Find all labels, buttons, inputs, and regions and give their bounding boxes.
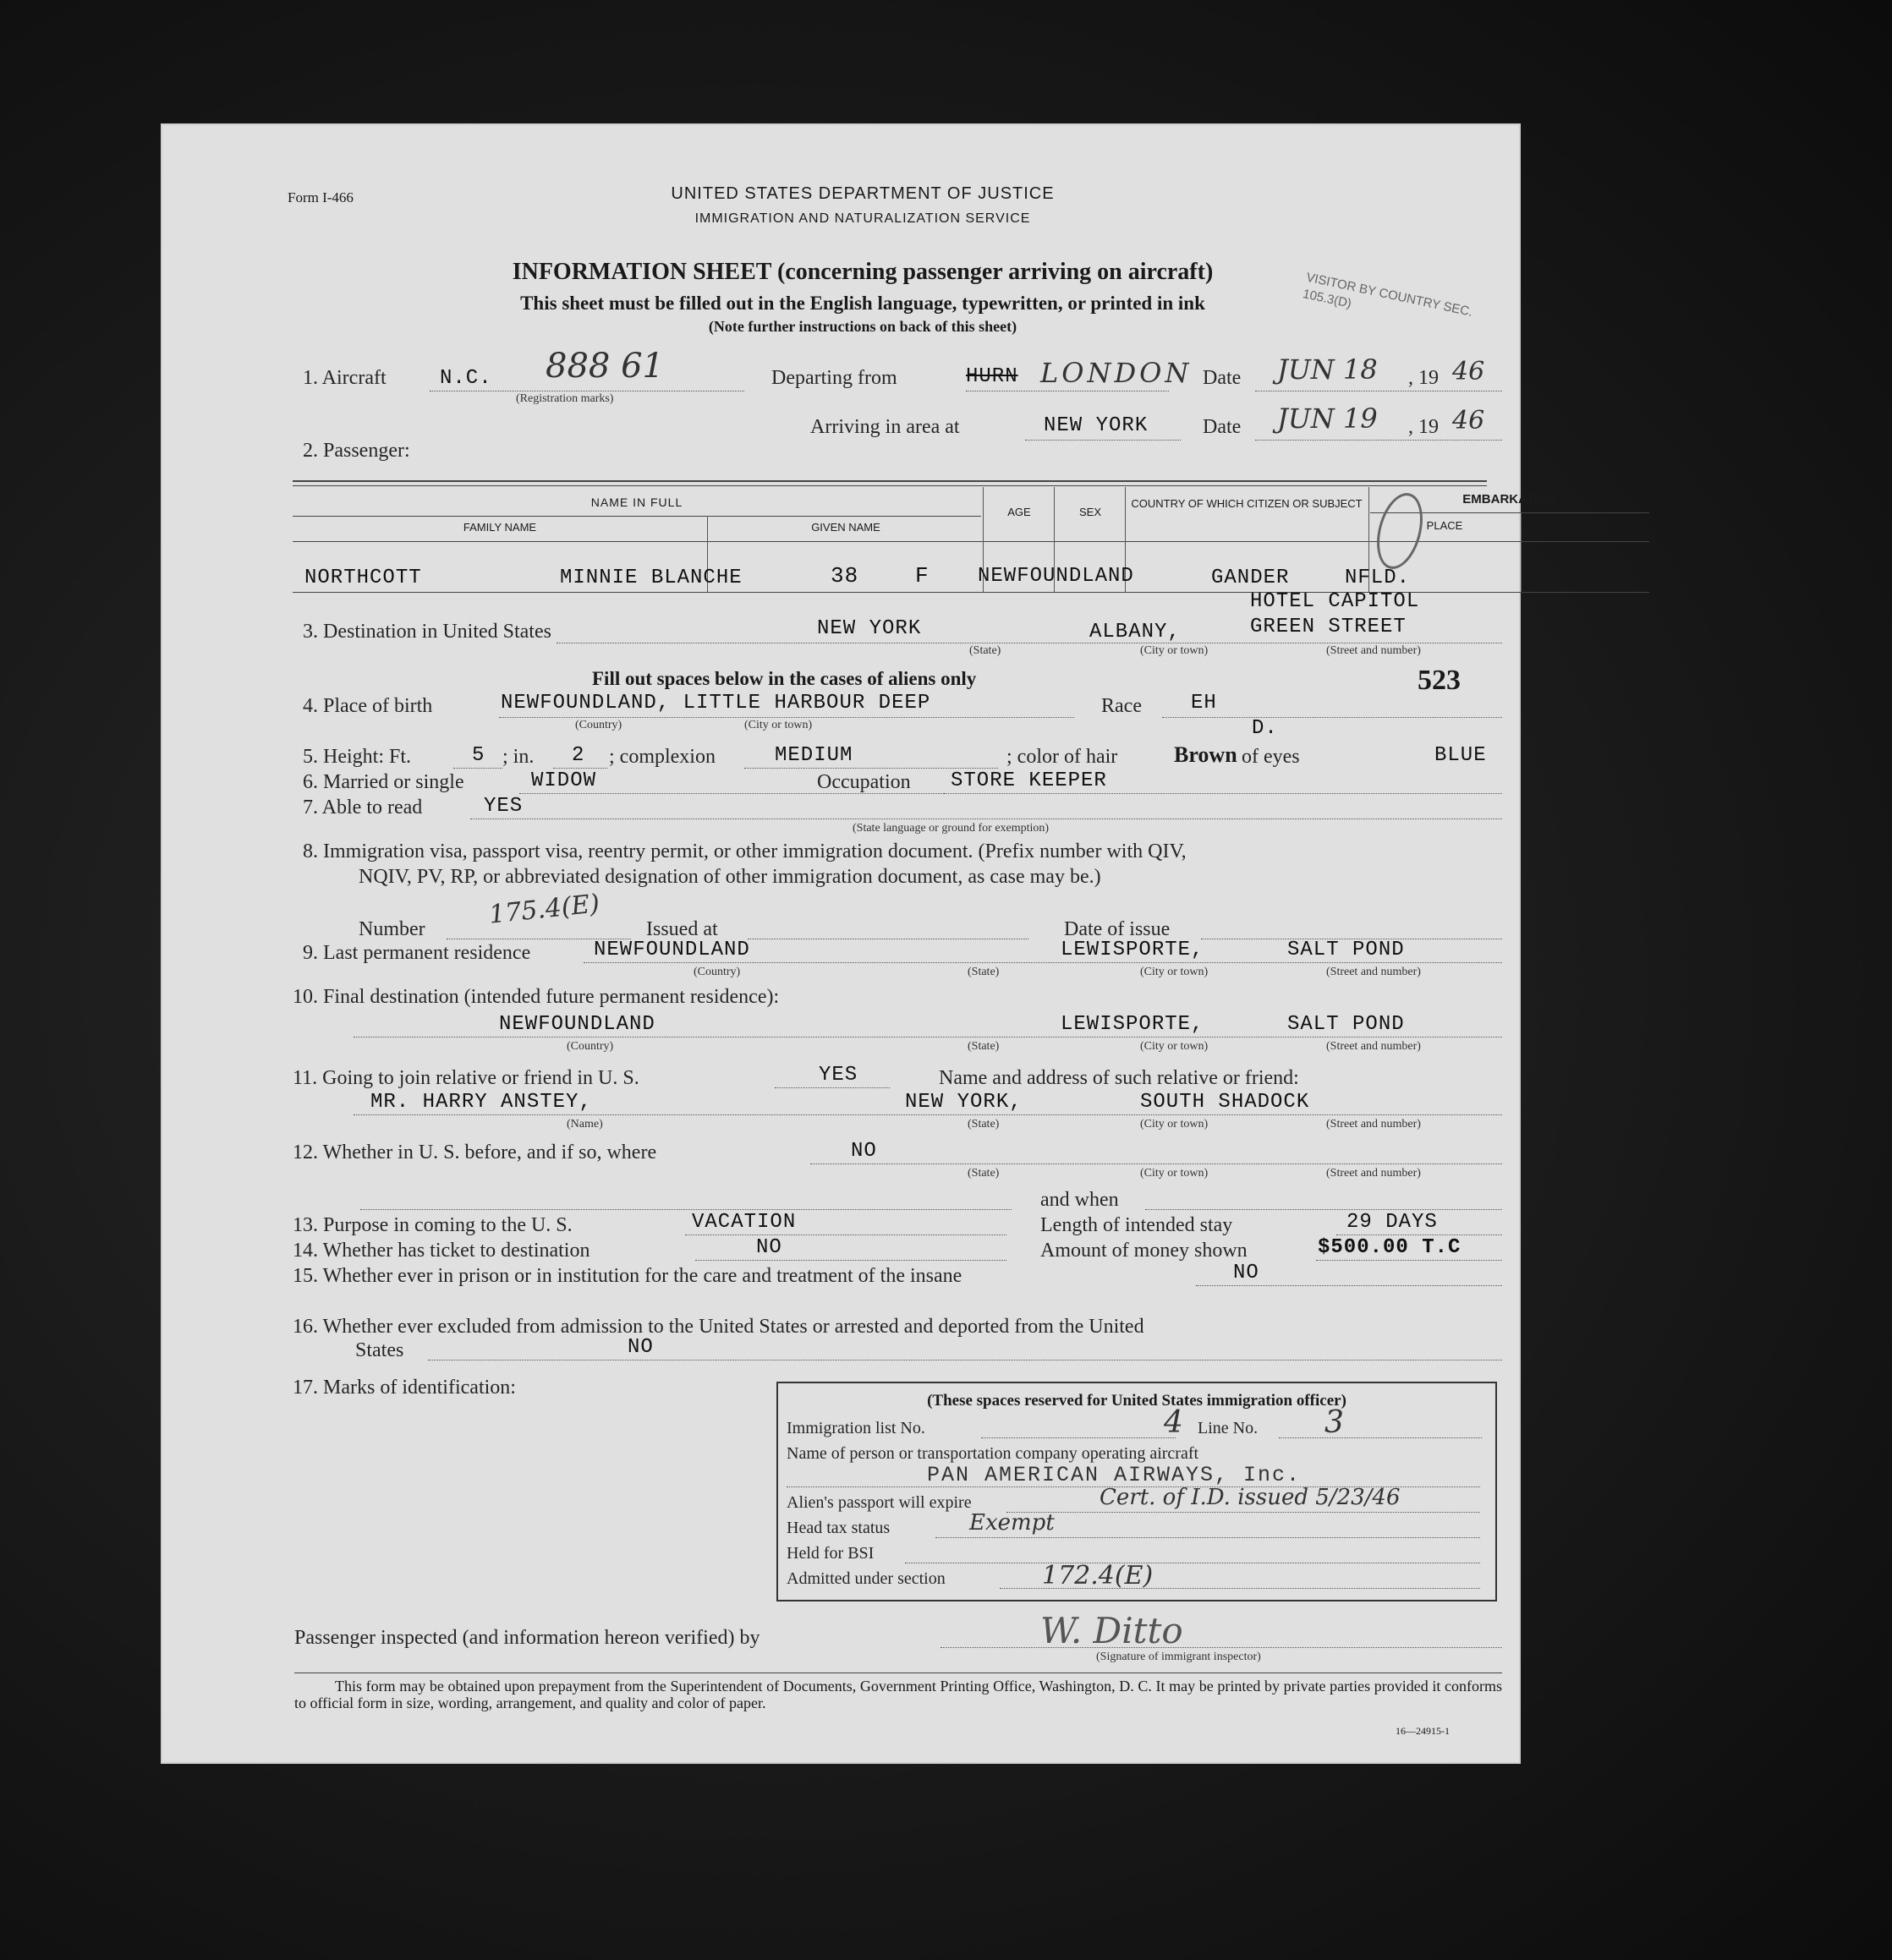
inspector-signature: W. Ditto [1040, 1610, 1183, 1651]
residence-street-caption: (Street and number) [1326, 966, 1421, 978]
departing-label: Departing from [771, 367, 897, 389]
citizen-of: NEWFOUNDLAND [978, 565, 1134, 588]
complexion-line [744, 768, 998, 769]
visa-number-label: Number [359, 918, 425, 940]
complexion-label: ; complexion [609, 746, 716, 768]
residence-street: SALT POND [1287, 939, 1405, 961]
residence-line [584, 962, 1502, 963]
birth-line [499, 717, 1074, 718]
arriving-year-prefix: , 19 [1408, 416, 1439, 438]
passenger-label: 2. Passenger: [303, 440, 410, 462]
arriving-city: NEW YORK [1044, 414, 1149, 437]
birth-place: NEWFOUNDLAND, LITTLE HARBOUR DEEP [501, 692, 931, 714]
issued-at-label: Issued at [646, 918, 718, 940]
relative-city-caption: (City or town) [1140, 1118, 1209, 1131]
form-number: Form I-466 [288, 189, 354, 205]
sex: F [915, 563, 930, 589]
passport-expire-line [1006, 1512, 1480, 1513]
embarkation-country: NFLD. [1345, 567, 1411, 589]
ticket-line [695, 1260, 1006, 1261]
header-place: PLACE [1426, 519, 1463, 532]
footer-text: This form may be obtained upon prepayment from the Superintendent of Documents, Government Printing Office, Washington, D. C. It may be printed by private parties provided it conforms to official form in size, wording, arrangement, and quality and color of paper. [294, 1678, 1502, 1711]
residence-city-caption: (City or town) [1140, 966, 1209, 978]
age: 38 [831, 563, 859, 589]
race-value: EH [1191, 692, 1217, 714]
residence-city: LEWISPORTE, [1061, 939, 1204, 961]
race-label: Race [1101, 695, 1142, 717]
stay-value: 29 DAYS [1346, 1211, 1438, 1234]
money-line [1316, 1260, 1502, 1261]
relative-yes: YES [819, 1064, 858, 1087]
destination-label: 3. Destination in United States [303, 621, 551, 643]
destination-street-2: GREEN STREET [1250, 616, 1407, 638]
read-label: 7. Able to read [303, 797, 423, 818]
before-line [810, 1163, 1502, 1164]
list-number-line [981, 1437, 1176, 1438]
final-street: SALT POND [1287, 1013, 1405, 1036]
marital-status: WIDOW [531, 769, 597, 792]
list-number: 4 [1164, 1405, 1183, 1440]
company-stamp: PAN AMERICAN AIRWAYS, Inc. [927, 1463, 1302, 1487]
before-city-caption: (City or town) [1140, 1167, 1209, 1180]
line-number-line [1279, 1437, 1482, 1438]
hair-label: ; color of hair [1006, 746, 1118, 768]
complexion: MEDIUM [775, 744, 853, 767]
visa-label-2: NQIV, PV, RP, or abbreviated designation of other immigration document, as case may be.) [359, 866, 1101, 888]
purpose-value: VACATION [692, 1211, 797, 1234]
destination-street-caption: (Street and number) [1326, 644, 1421, 657]
admitted-label: Admitted under section [787, 1569, 946, 1588]
table-top-rule [293, 480, 1487, 482]
residence-country-caption: (Country) [694, 966, 741, 978]
department-title: UNITED STATES DEPARTMENT OF JUSTICE [671, 184, 1055, 203]
prison-value: NO [1233, 1262, 1259, 1284]
money-label: Amount of money shown [1040, 1240, 1248, 1262]
relative-address-line [354, 1114, 1502, 1115]
aircraft-number: 888 61 [546, 347, 664, 386]
departing-year-prefix: , 19 [1408, 367, 1439, 389]
height-in-label: ; in. [502, 746, 535, 768]
relative-state-caption: (State) [968, 1118, 1000, 1131]
line-number: 3 [1324, 1405, 1344, 1440]
name-sub-rule [293, 516, 981, 517]
before-extra-line [360, 1209, 1012, 1210]
stamp-number: 523 [1418, 665, 1461, 696]
hair-color: Brown [1174, 742, 1237, 767]
final-state-caption: (State) [968, 1040, 1000, 1053]
relative-street: SOUTH SHADOCK [1140, 1091, 1310, 1114]
arriving-date-line [1255, 440, 1502, 441]
residence-label: 9. Last permanent residence [303, 942, 531, 964]
residence-state-caption: (State) [968, 966, 1000, 978]
destination-state: NEW YORK [817, 617, 922, 640]
prison-line [1196, 1285, 1502, 1286]
admitted-section: 172.4(E) [1042, 1561, 1154, 1590]
money-value: $500.00 T.C [1318, 1236, 1462, 1259]
birth-city-caption: (City or town) [744, 719, 813, 731]
destination-street-1: HOTEL CAPITOL [1250, 590, 1420, 613]
header-given-name: GIVEN NAME [811, 521, 880, 534]
marks-label: 17. Marks of identification: [293, 1377, 516, 1399]
company-label: Name of person or transportation company operating aircraft [787, 1444, 1199, 1463]
stay-label: Length of intended stay [1040, 1214, 1233, 1236]
head-tax-status: Exempt [969, 1510, 1055, 1536]
table-top-rule-2 [293, 485, 1487, 486]
head-tax-line [935, 1537, 1480, 1538]
read-caption: (State language or ground for exemption) [853, 822, 1050, 835]
information-sheet [161, 123, 1614, 1764]
height-inches: 2 [572, 744, 585, 767]
visa-number: 175.4(E) [487, 889, 601, 930]
arriving-year: 46 [1452, 406, 1485, 435]
arriving-date: JUN 19 [1277, 402, 1378, 435]
instruction: This sheet must be filled out in the English language, typewritten, or printed in ink [520, 293, 1205, 314]
final-street-caption: (Street and number) [1326, 1040, 1421, 1053]
passport-expire: Cert. of I.D. issued 5/23/46 [1100, 1485, 1401, 1510]
departing-date: JUN 18 [1277, 353, 1378, 386]
marital-label: 6. Married or single [303, 771, 464, 793]
departing-year: 46 [1452, 357, 1485, 386]
visa-label-1: 8. Immigration visa, passport visa, reentry permit, or other immigration document. (Prefix number with QIV, [303, 840, 1187, 862]
arriving-date-label: Date [1203, 416, 1242, 438]
header-bottom-rule [293, 541, 1649, 542]
before-street-caption: (Street and number) [1326, 1167, 1421, 1180]
final-country-caption: (Country) [567, 1040, 614, 1053]
race-line [1162, 717, 1502, 718]
arriving-line [1025, 440, 1181, 441]
height-in-line [553, 768, 607, 769]
relative-name-label: Name and address of such relative or friend: [939, 1067, 1299, 1089]
officer-heading: (These spaces reserved for United States immigration officer) [927, 1392, 1346, 1410]
excluded-label-1: 16. Whether ever excluded from admission to the United States or arrested and deported from the United [293, 1316, 1144, 1338]
occupation-label: Occupation [817, 771, 911, 793]
excluded-label-2: States [355, 1339, 404, 1361]
before-state-caption: (State) [968, 1167, 1000, 1180]
list-number-label: Immigration list No. [787, 1419, 925, 1437]
eyes-label: of eyes [1242, 746, 1300, 768]
read-line [470, 818, 1502, 819]
head-tax-label: Head tax status [787, 1519, 891, 1537]
header-sex: SEX [1078, 506, 1101, 518]
purpose-label: 13. Purpose in coming to the U. S. [293, 1214, 573, 1236]
race-note: D. [1252, 717, 1278, 740]
arriving-label: Arriving in area at [810, 416, 960, 438]
given-name: MINNIE BLANCHE [560, 567, 743, 589]
passport-expire-label: Alien's passport will expire [787, 1493, 972, 1512]
visitor-stamp: VISITOR BY COUNTRY SEC. 105.3(D) [1301, 270, 1474, 320]
ticket-label: 14. Whether has ticket to destination [293, 1240, 590, 1262]
final-label: 10. Final destination (intended future permanent residence): [293, 986, 780, 1008]
table-bottom-rule [293, 592, 1649, 593]
birth-country-caption: (Country) [575, 719, 622, 731]
residence-country: NEWFOUNDLAND [594, 939, 750, 961]
sheet-title: INFORMATION SHEET (concerning passenger arriving on aircraft) [512, 259, 1214, 285]
before-label: 12. Whether in U. S. before, and if so, where [293, 1142, 657, 1163]
family-name: NORTHCOTT [304, 567, 422, 589]
relative-state: NEW YORK, [905, 1091, 1023, 1114]
embarkation-place: GANDER [1211, 567, 1290, 589]
service-title: IMMIGRATION AND NATURALIZATION SERVICE [694, 211, 1031, 226]
height-ft: 5 [472, 744, 485, 767]
relative-street-caption: (Street and number) [1326, 1118, 1421, 1131]
final-city-caption: (City or town) [1140, 1040, 1209, 1053]
destination-state-caption: (State) [969, 644, 1001, 657]
relative-line [775, 1087, 890, 1088]
final-country: NEWFOUNDLAND [499, 1013, 655, 1036]
print-code: 16—24915-1 [1396, 1725, 1450, 1737]
departing-struck: HURN [966, 365, 1018, 388]
header-family-name: FAMILY NAME [463, 521, 537, 534]
height-ft-line [453, 768, 502, 769]
destination-city-caption: (City or town) [1140, 644, 1209, 657]
date-of-issue-label: Date of issue [1064, 918, 1171, 940]
eye-color: BLUE [1434, 744, 1487, 767]
relative-name-caption: (Name) [567, 1118, 603, 1131]
relative-label: 11. Going to join relative or friend in U. S. [293, 1067, 639, 1089]
birth-label: 4. Place of birth [303, 695, 433, 717]
signature-line [941, 1647, 1502, 1648]
col-divider-6 [1521, 512, 1522, 592]
header-emb-country: COUNTRY [1558, 519, 1614, 532]
header-age: AGE [1007, 506, 1031, 518]
relative-name: MR. HARRY ANSTEY, [370, 1091, 592, 1114]
bsi-label: Held for BSI [787, 1544, 875, 1563]
and-when-label: and when [1040, 1189, 1119, 1211]
header-country: COUNTRY OF WHICH CITIZEN OR SUBJECT [1131, 497, 1363, 510]
prison-label: 15. Whether ever in prison or in institution for the care and treatment of the insane [293, 1265, 962, 1287]
header-embarkation: EMBARKATION [1462, 492, 1557, 506]
departing-city: LONDON [1040, 357, 1193, 389]
departing-date-label: Date [1203, 367, 1242, 389]
signature-caption: (Signature of immigrant inspector) [1096, 1651, 1261, 1663]
header-name-in-full: NAME IN FULL [590, 495, 683, 509]
destination-city: ALBANY, [1089, 621, 1181, 643]
final-city: LEWISPORTE, [1061, 1013, 1204, 1036]
registration-caption: (Registration marks) [516, 392, 614, 405]
note: (Note further instructions on back of this sheet) [708, 318, 1017, 335]
occupation: STORE KEEPER [951, 769, 1107, 792]
before-value: NO [851, 1140, 877, 1163]
aircraft-prefix: N.C. [440, 367, 492, 390]
excluded-value: NO [628, 1336, 654, 1359]
aliens-heading: Fill out spaces below in the cases of aliens only [592, 668, 977, 689]
aircraft-label: 1. Aircraft [303, 367, 387, 389]
inspection-label: Passenger inspected (and information hereon verified) by [294, 1627, 760, 1649]
line-number-label: Line No. [1198, 1419, 1259, 1437]
occupation-line [944, 793, 1502, 794]
height-label: 5. Height: Ft. [303, 746, 412, 768]
able-to-read: YES [484, 795, 524, 818]
excluded-line [428, 1360, 1502, 1361]
ticket-value: NO [756, 1236, 782, 1259]
and-when-line [1145, 1209, 1502, 1210]
